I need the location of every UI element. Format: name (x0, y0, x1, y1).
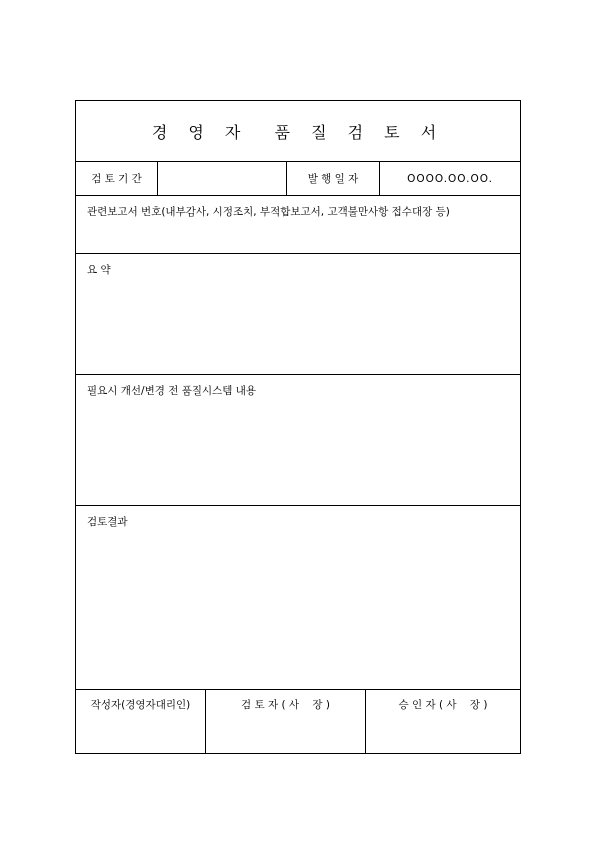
approver-signature-label: 승 인 자 ( 사 장 ) (398, 699, 488, 711)
related-reports-label: 관련보고서 번호(내부감사, 시정조치, 부적합보고서, 고객불만사항 접수대장 등) (87, 206, 450, 218)
review-result-label: 검토결과 (87, 516, 128, 528)
reviewer-signature-label: 검 토 자 ( 사 장 ) (241, 699, 330, 711)
issue-date-label (287, 162, 380, 195)
page-title: 경 영 자 품 질 검 토 서 (151, 122, 445, 142)
summary-section[interactable] (76, 254, 520, 375)
review-period-field[interactable] (158, 162, 287, 195)
issue-date-field[interactable] (380, 162, 520, 195)
issue-date-value: OOOO.OO.OO. (407, 172, 493, 185)
reviewer-signature-box[interactable] (206, 690, 366, 753)
review-result-section[interactable] (76, 506, 520, 690)
period-date-row (76, 162, 520, 196)
review-period-label (76, 162, 158, 195)
author-signature-box[interactable] (76, 690, 206, 753)
signature-row (76, 690, 520, 753)
approver-signature-box[interactable] (366, 690, 520, 753)
management-quality-review-form (75, 100, 521, 754)
related-reports-section[interactable] (76, 196, 520, 254)
author-signature-label: 작성자(경영자대리인) (90, 699, 191, 711)
review-period-label-text: 검 토 기 간 (91, 173, 142, 185)
summary-label: 요 약 (87, 264, 111, 276)
improvement-section[interactable] (76, 375, 520, 506)
title-row (76, 101, 520, 162)
issue-date-label-text: 발 행 일 자 (307, 173, 359, 185)
improvement-label: 필요시 개선/변경 전 품질시스템 내용 (87, 385, 257, 397)
